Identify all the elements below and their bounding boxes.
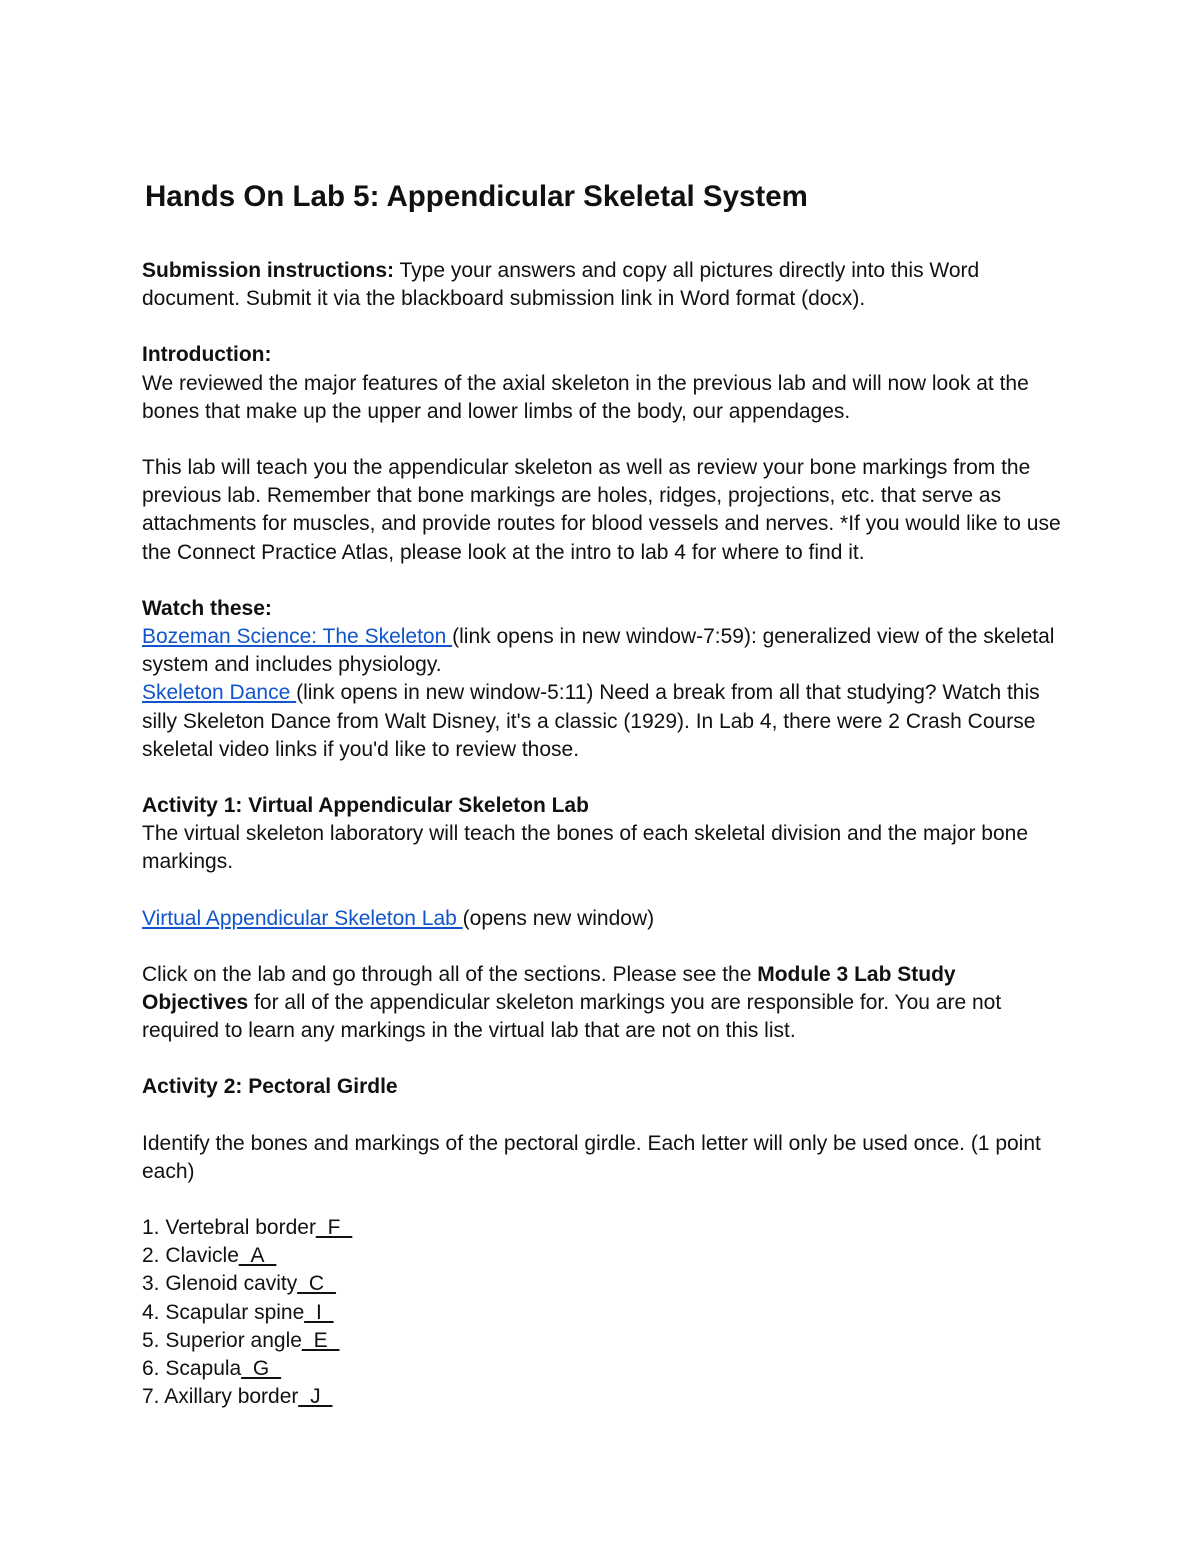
bozeman-skeleton-link[interactable]: Bozeman Science: The Skeleton [142, 625, 453, 649]
item-label: 6. Scapula [142, 1357, 242, 1381]
watch-item-2 [142, 679, 1067, 764]
activity1-heading: Activity 1: Virtual Appendicular Skeleton Lab [142, 794, 589, 818]
introduction-heading: Introduction: [142, 343, 272, 367]
module3-objectives-text: Module 3 Lab Study Objectives [142, 962, 956, 1015]
introduction-paragraph-2: This lab will teach you the appendicular skeleton as well as review your bone markings from the previous lab. Remember that bone markings are holes, ridges, projections, etc. that serve as attachments for muscles, and provide routes for blood vessels and nerves. *If you would like to use the Connect Practice Atlas, please look at the intro to lab 4 for where to find it. [142, 456, 1061, 564]
watch-heading: Watch these: [142, 596, 272, 620]
submission-label: Submission instructions: [142, 259, 395, 282]
submission-paragraph [142, 257, 1067, 313]
skeleton-dance-link[interactable]: Skeleton Dance [142, 681, 297, 705]
introduction-paragraph-1: We reviewed the major features of the axial skeleton in the previous lab and will now look at the bones that make up the upper and lower limbs of the body, our appendages. [142, 371, 1029, 423]
answer-field[interactable]: _G_ [241, 1357, 281, 1381]
answer-field[interactable]: _J_ [298, 1385, 333, 1409]
item-label: 1. Vertebral border [142, 1216, 316, 1240]
list-item [142, 1299, 1067, 1327]
watch-item-1 [142, 623, 1067, 679]
answer-field[interactable]: _A_ [238, 1244, 277, 1268]
answer-list [142, 1214, 1067, 1411]
list-item [142, 1383, 1067, 1411]
document-title: Hands On Lab 5: Appendicular Skeletal System [145, 180, 808, 213]
item-label: 7. Axillary border [142, 1385, 299, 1409]
activity2-heading: Activity 2: Pectoral Girdle [142, 1075, 398, 1099]
answer-field[interactable]: _E_ [301, 1328, 340, 1352]
activity1-link-note: (opens new window) [462, 906, 655, 930]
document-page [142, 178, 1067, 1412]
watch-item-1-text: (link opens in new window-7:59): generalized view of the skeletal system and includes physiology. [142, 625, 1055, 677]
list-item [142, 1242, 1067, 1270]
watch-item-2-text: (link opens in new window-5:11) Need a break from all that studying? Watch this silly Skeleton Dance from Walt Disney, it's a classic (1929). In Lab 4, there were 2 Crash Course skeletal video links if you'd like to review those. [142, 681, 1040, 761]
activity1-instructions [142, 961, 1067, 1046]
item-label: 4. Scapular spine [142, 1300, 305, 1324]
item-label: 2. Clavicle [142, 1244, 239, 1268]
virtual-skeleton-lab-link[interactable]: Virtual Appendicular Skeleton Lab [142, 906, 463, 930]
list-item [142, 1327, 1067, 1355]
list-item [142, 1214, 1067, 1242]
item-label: 5. Superior angle [142, 1328, 302, 1352]
list-item [142, 1270, 1067, 1298]
activity1-instr-before: Click on the lab and go through all of the sections. Please see the [142, 962, 758, 986]
activity1-instr-after: for all of the appendicular skeleton markings you are responsible for. You are not required to learn any markings in the virtual lab that are not on this list. [142, 991, 1002, 1043]
answer-field[interactable]: _F_ [315, 1216, 353, 1240]
item-label: 3. Glenoid cavity [142, 1272, 298, 1296]
answer-field[interactable]: _C_ [297, 1272, 336, 1296]
activity2-text: Identify the bones and markings of the pectoral girdle. Each letter will only be used once. (1 point each) [142, 1131, 1041, 1183]
list-item [142, 1355, 1067, 1383]
activity1-link-line [142, 905, 1067, 933]
submission-text: Type your answers and copy all pictures directly into this Word document. Submit it via the blackboard submission link in Word format (docx). [142, 259, 980, 311]
answer-field[interactable]: _I_ [304, 1300, 334, 1324]
activity1-text: The virtual skeleton laboratory will teach the bones of each skeletal division and the major bone markings. [142, 822, 1029, 874]
